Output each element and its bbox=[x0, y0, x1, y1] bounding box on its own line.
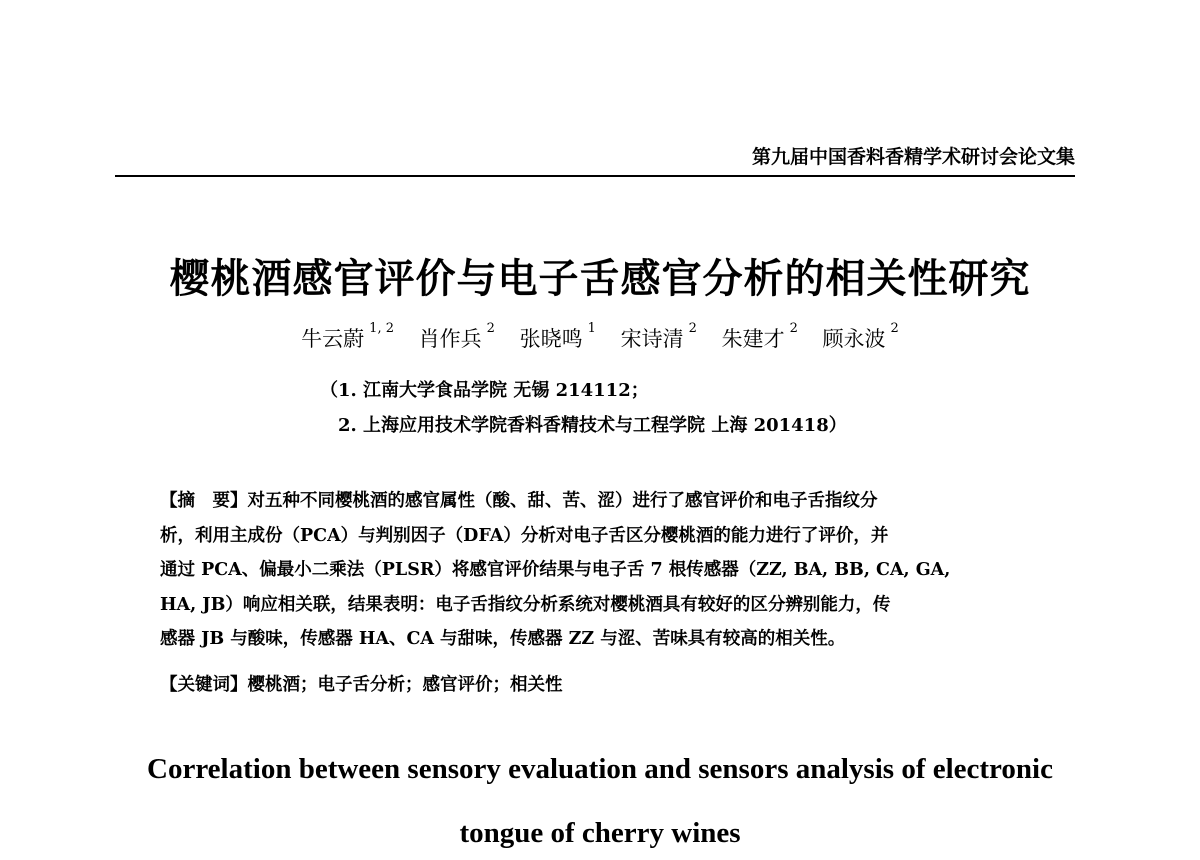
author bbox=[823, 323, 899, 353]
affiliation-1: （1. 江南大学食品学院 无锡 214112； bbox=[320, 380, 649, 401]
author bbox=[419, 323, 495, 353]
author-affiliation-mark: 2 bbox=[486, 321, 495, 336]
abstract-text: 对五种不同樱桃酒的感官属性（酸、甜、苦、涩）进行了感官评价和电子舌指纹分 bbox=[247, 491, 878, 511]
author-affiliation-mark: 2 bbox=[688, 321, 697, 336]
keywords-label: 【关键词】 bbox=[160, 675, 248, 695]
author-affiliation-mark: 1 bbox=[587, 321, 596, 336]
author-name: 顾永波 bbox=[822, 327, 886, 351]
english-title-line-2: tongue of cherry wines bbox=[459, 817, 741, 849]
keywords bbox=[160, 671, 563, 696]
running-header bbox=[115, 139, 1075, 177]
author bbox=[722, 323, 798, 353]
paper-title: 樱桃酒感官评价与电子舌感官分析的相关性研究 bbox=[169, 256, 1031, 302]
abstract-line: 感器 JB 与酸味，传感器 HA、CA 与甜味，传感器 ZZ 与涩、苦味具有较高的相关性。 bbox=[160, 629, 846, 649]
author-name: 牛云蔚 bbox=[301, 327, 365, 351]
abstract-line bbox=[160, 484, 1040, 519]
author bbox=[520, 323, 596, 353]
affiliation-2: 2. 上海应用技术学院香料香精技术与工程学院 上海 201418） bbox=[338, 415, 847, 436]
journal-name: 第九届中国香料香精学术研讨会论文集 bbox=[751, 146, 1075, 168]
author bbox=[301, 323, 394, 353]
author-name: 张晓鸣 bbox=[519, 327, 583, 351]
author-affiliation-mark: 2 bbox=[789, 321, 798, 336]
english-title-line-1: Correlation between sensory evaluation and sensors analysis of electronic bbox=[147, 753, 1053, 785]
author-name: 肖作兵 bbox=[418, 327, 482, 351]
keywords-text: 樱桃酒；电子舌分析；感官评价；相关性 bbox=[247, 675, 563, 695]
abstract-label: 【摘 要】 bbox=[160, 491, 248, 511]
author bbox=[621, 323, 697, 353]
author-affiliation-mark: 2 bbox=[890, 321, 899, 336]
abstract-line: 通过 PCA、偏最小二乘法（PLSR）将感官评价结果与电子舌 7 根传感器（ZZ, BA, BB, CA, GA, bbox=[160, 560, 951, 580]
abstract bbox=[160, 484, 1040, 657]
author-list bbox=[0, 323, 1200, 353]
abstract-line: HA, JB）响应相关联，结果表明：电子舌指纹分析系统对樱桃酒具有较好的区分辨别能力，传 bbox=[160, 594, 891, 615]
author-name: 宋诗清 bbox=[620, 327, 684, 351]
abstract-line: 析，利用主成份（PCA）与判别因子（DFA）分析对电子舌区分樱桃酒的能力进行了评价，并 bbox=[160, 525, 889, 546]
author-affiliation-mark: 1, 2 bbox=[369, 321, 394, 336]
author-name: 朱建才 bbox=[721, 327, 785, 351]
